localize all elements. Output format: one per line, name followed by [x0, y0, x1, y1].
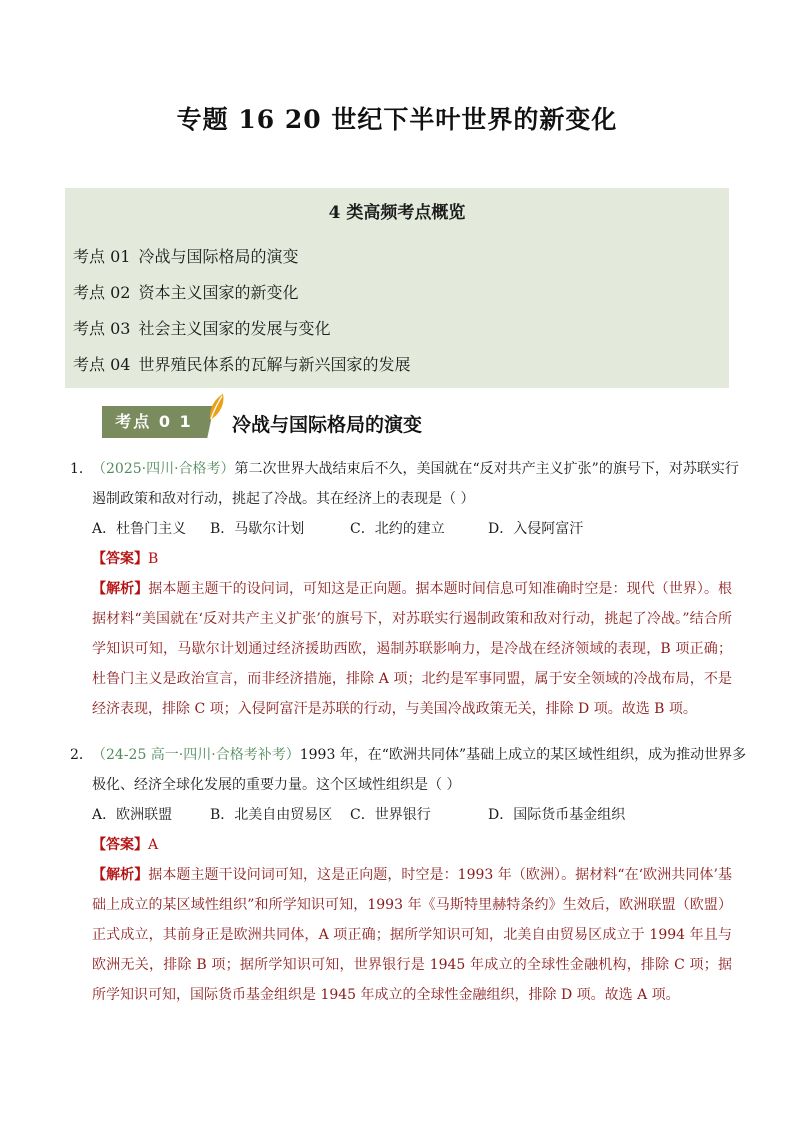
option-a: A．杜鲁门主义	[92, 521, 187, 537]
question-stem-continued: 遏制政策和敌对行动，挑起了冷战。其在经济上的表现是（ ）	[92, 491, 475, 507]
question-source: （24-25 高一·四川·合格考补考）	[92, 747, 300, 763]
section-tag	[102, 406, 220, 438]
question-number: 2．	[70, 747, 93, 763]
question-options	[70, 800, 732, 830]
question-options	[70, 514, 732, 544]
analysis: 【解析】据本题主题干设问词可知，这是正向题，时空是：1993 年（欧洲）。据材料“在‘欧洲共同体’基础上成立的某区域性组织”和所学知识可知，1993 年《马斯特里赫特条约》生效后，欧洲联盟（欧盟）正式成立，其前身正是欧洲共同体，A 项正确；据所学知识可知，北美自由贸易区成立于 1994 年且与欧洲无关，排除 B 项；据所学知识可知，世界银行是 1945 年成立的全球性金融机构，排除 C 项；据所学知识可知，国际货币基金组织是 1945 年成立的全球性金融组织，排除 D 项。故选 A 项。	[92, 867, 733, 1003]
page-title: 专题 16 20 世纪下半叶世界的新变化	[176, 105, 618, 134]
option-c: C．世界银行	[350, 807, 431, 823]
question-1	[70, 454, 739, 724]
answer: 【答案】B	[92, 551, 159, 567]
option-c: C．北约的建立	[350, 521, 445, 537]
overview-box	[65, 188, 729, 388]
overview-item: 考点 04 世界殖民体系的瓦解与新兴国家的发展	[73, 355, 411, 374]
overview-item: 考点 03 社会主义国家的发展与变化	[73, 319, 331, 338]
overview-item: 考点 01 冷战与国际格局的演变	[73, 247, 299, 266]
leaf-icon	[206, 392, 228, 422]
option-b: B．北美自由贸易区	[210, 807, 333, 823]
question-stem-continued: 极化、经济全球化发展的重要力量。这个区域性组织是（ ）	[92, 777, 461, 793]
answer: 【答案】A	[92, 837, 159, 853]
option-b: B．马歇尔计划	[210, 521, 305, 537]
section-tag-label: 考点 0 1	[115, 412, 193, 431]
section-title: 冷战与国际格局的演变	[232, 414, 423, 436]
question-2	[70, 740, 747, 1010]
question-number: 1．	[70, 461, 93, 477]
option-d: D．入侵阿富汗	[488, 521, 584, 537]
overview-item: 考点 02 资本主义国家的新变化	[73, 283, 299, 302]
option-d: D．国际货币基金组织	[488, 807, 626, 823]
question-stem: 第二次世界大战结束后不久，美国就在“反对共产主义扩张”的旗号下，对苏联实行	[234, 461, 739, 477]
overview-heading: 4 类高频考点概览	[328, 203, 466, 223]
question-source: （2025·四川·合格考）	[92, 461, 235, 477]
question-stem: 1993 年，在“欧洲共同体”基础上成立的某区域性组织，成为推动世界多	[299, 747, 747, 763]
option-a: A．欧洲联盟	[92, 807, 173, 823]
analysis: 【解析】据本题主题干的设问词，可知这是正向题。据本题时间信息可知准确时空是：现代（世界）。根据材料“美国就在‘反对共产主义扩张’的旗号下，对苏联实行遏制政策和敌对行动，挑起了冷战。”结合所学知识可知，马歇尔计划通过经济援助西欧，遏制苏联影响力，是冷战在经济领域的表现，B 项正确；杜鲁门主义是政治宣言，而非经济措施，排除 A 项；北约是军事同盟，属于安全领域的冷战布局，不是经济表现，排除 C 项；入侵阿富汗是苏联的行动，与美国冷战政策无关，排除 D 项。故选 B 项。	[92, 581, 733, 717]
